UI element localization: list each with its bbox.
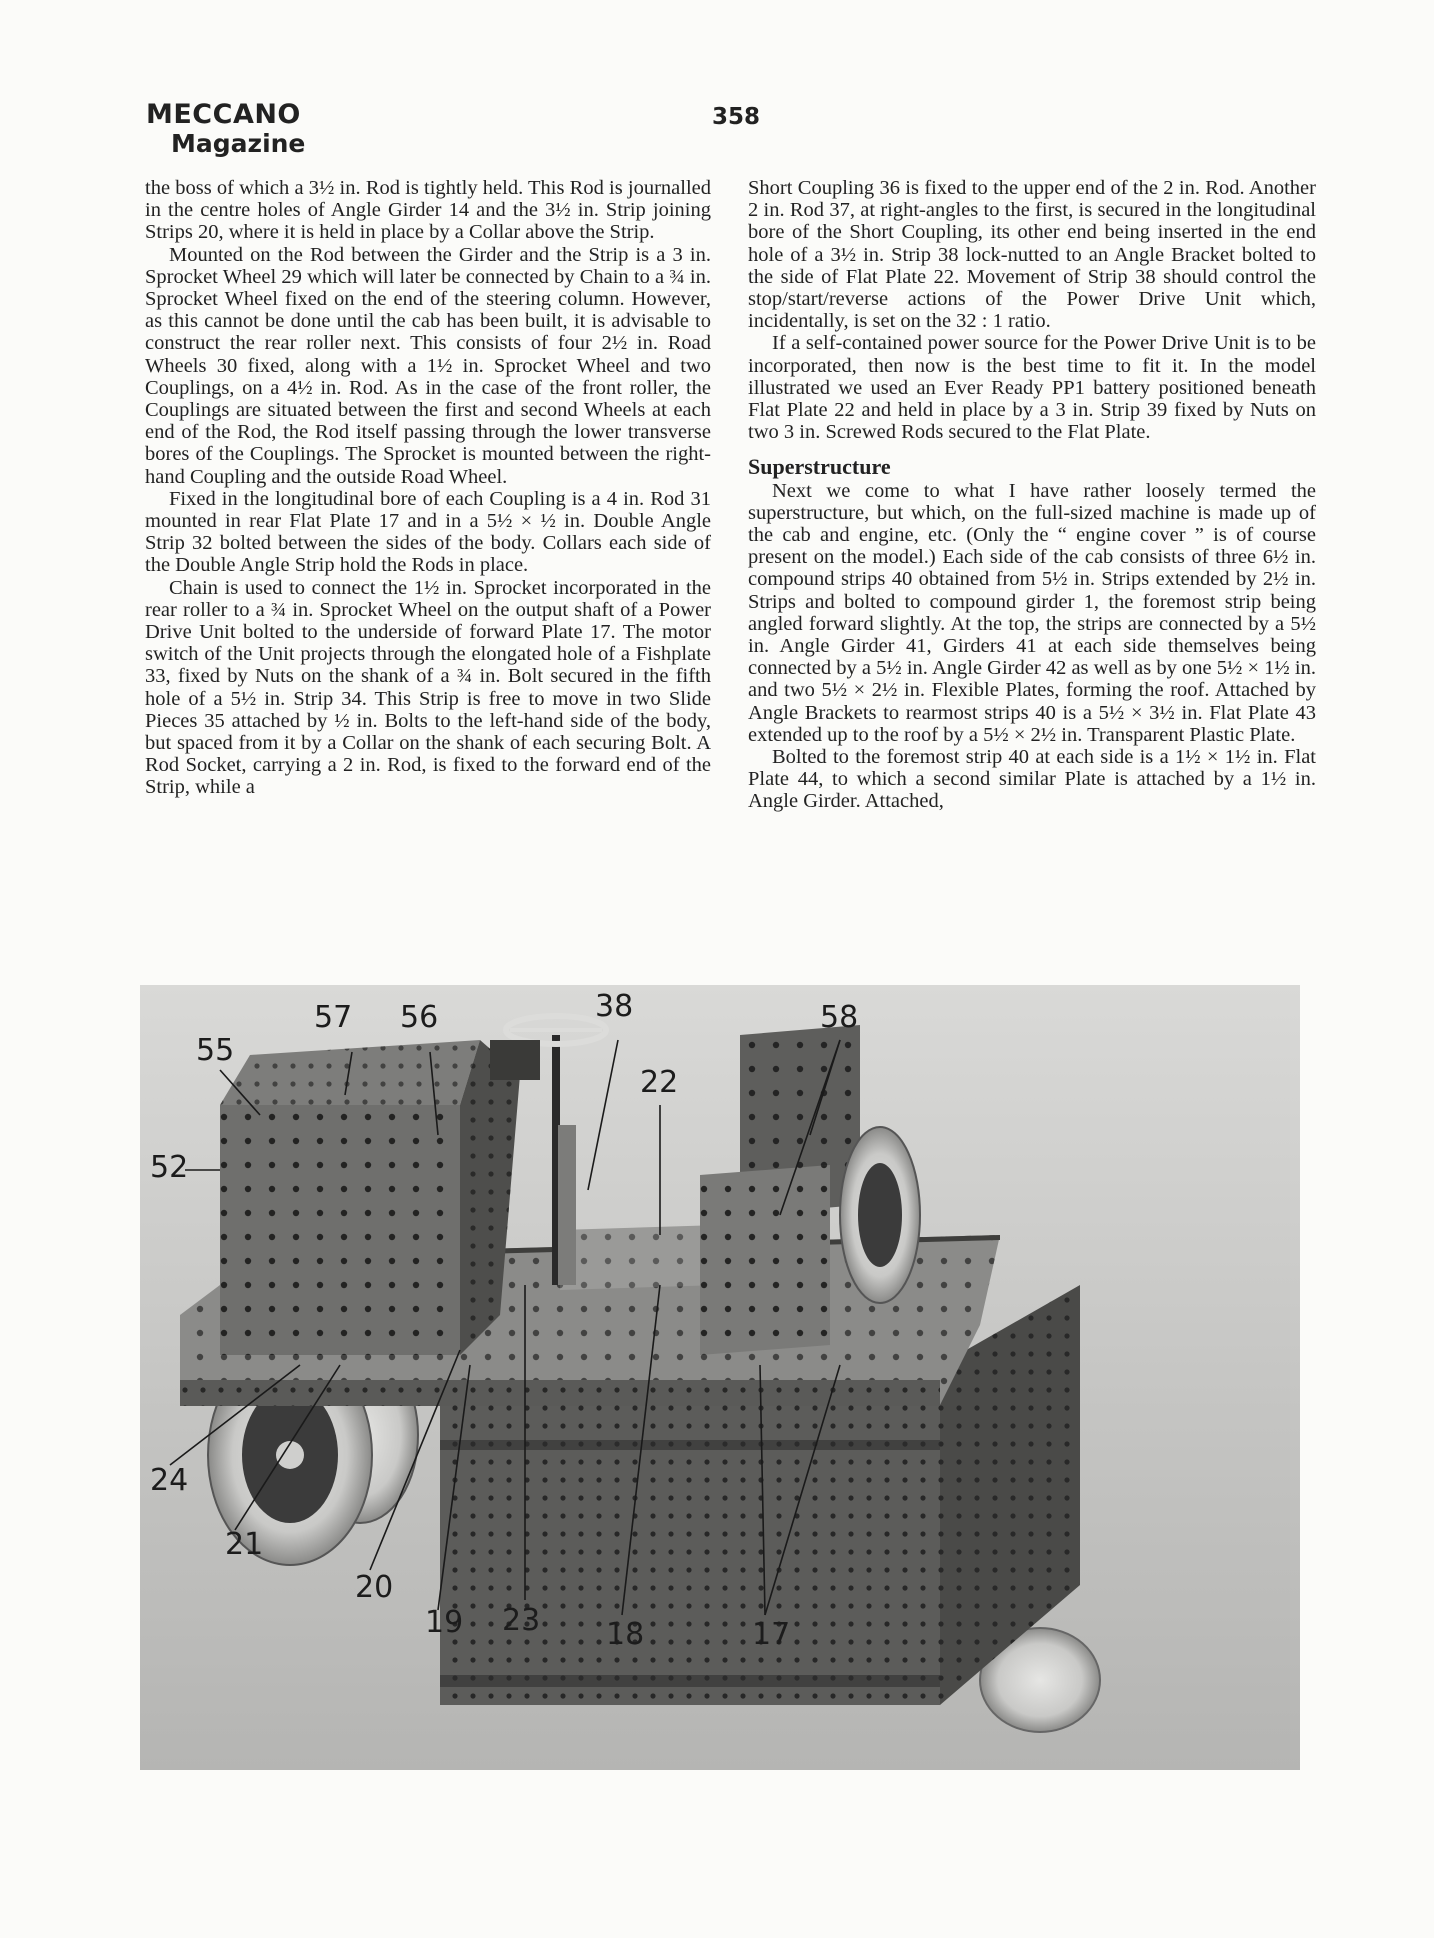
paragraph: the boss of which a 3½ in. Rod is tightly held. This Rod is journalled in the centre holes of Angle Girder 14 and the 3½ in. Strip joining Strips 20, where it is held in place by a Collar above the Strip. xyxy=(145,177,711,244)
callout-label: 57 xyxy=(314,1000,353,1035)
callout-label: 56 xyxy=(400,1000,439,1035)
paragraph: Short Coupling 36 is fixed to the upper end of the 2 in. Rod. Another 2 in. Rod 37, at right-angles to the first, is secured in the longitudinal bore of the Short Coupling, its other end being inserted in the end hole of a 3½ in. Strip 38 lock-nutted to an Angle Bracket bolted to the side of Flat Plate 22. Movement of Strip 38 should control the stop/start/reverse actions of the Power Drive Unit which, incidentally, is set on the 32 : 1 ratio. xyxy=(748,177,1316,333)
paragraph: Chain is used to connect the 1½ in. Sprocket incorporated in the rear roller to a ¾ in. Sprocket Wheel on the output shaft of a Power Drive Unit bolted to the underside of forward Plate 17. The motor switch of the Unit projects through the elongated hole of a Fishplate 33, fixed by Nuts on the shank of a ¾ in. Bolt secured in the fifth hole of a 5½ in. Strip 34. This Strip is free to move in two Slide Pieces 35 attached by ½ in. Bolts to the left-hand side of the body, but spaced from it by a Collar on the shank of each securing Bolt. A Rod Socket, carrying a 2 in. Rod, is fixed to the forward end of the Strip, while a xyxy=(145,576,711,799)
callout-label: 24 xyxy=(150,1463,189,1498)
paragraph: Next we come to what I have rather loosely termed the superstructure, but which, on the full-sized machine is made up of the cab and engine, etc. (Only the “ engine cover ” is of course present on the model.) Each side of the cab consists of three 6½ in. compound strips 40 obtained from 5½ in. Strips extended by 2½ in. Strips and bolted to compound girder 1, the foremost strip being angled forward slightly. At the top, the strips are connected by a 5½ in. Angle Girder 41, Girders 41 at each side themselves being connected by a 5½ in. Angle Girder 42 as well as by one 5½ × 1½ in. and two 5½ × 2½ in. Flexible Plates, forming the roof. Attached by Angle Brackets to rearmost strips 40 is a 5½ × 3½ in. Flat Plate 43 extended up to the roof by a 5½ × 2½ in. Transparent Plastic Plate. xyxy=(748,479,1316,746)
callout-label: 22 xyxy=(640,1065,679,1100)
left-text-column xyxy=(145,177,711,799)
callout-label: 58 xyxy=(820,1000,859,1035)
cab-structure xyxy=(220,1040,520,1355)
masthead-title: MECCANO xyxy=(146,99,301,130)
paragraph: Mounted on the Rod between the Girder and the Strip is a 3 in. Sprocket Wheel 29 which will later be connected by Chain to a ¾ in. Sprocket Wheel fixed on the end of the steering column. However, as this cannot be done until the cab has been built, it is advisable to construct the rear roller next. This consists of four 2½ in. Road Wheels 30 fixed, along with a 1½ in. Sprocket Wheel and two Couplings, on a 4½ in. Rod. As in the case of the front roller, the Couplings are situated between the first and second Wheels at each end of the Rod, the Rod itself passing through the lower transverse bores of the Couplings. The Sprocket is mounted between the right-hand Coupling and the outside Road Wheel. xyxy=(145,243,711,488)
paragraph: Fixed in the longitudinal bore of each Coupling is a 4 in. Rod 31 mounted in rear Flat Plate 17 and in a 5½ × ½ in. Double Angle Strip 32 bolted between the sides of the body. Collars each side of the Double Angle Strip hold the Rods in place. xyxy=(145,487,711,577)
callout-label: 55 xyxy=(196,1033,235,1068)
callout-label: 17 xyxy=(752,1617,791,1652)
strip-38 xyxy=(558,1125,576,1285)
model-photograph xyxy=(140,985,1300,1770)
paragraph: Bolted to the foremost strip 40 at each side is a 1½ × 1½ in. Flat Plate 44, to which a second similar Plate is attached by a 1½ in. Angle Girder. Attached, xyxy=(748,746,1316,813)
callout-label: 23 xyxy=(502,1603,541,1638)
callout-label: 52 xyxy=(150,1150,189,1185)
page-number: 358 xyxy=(712,104,761,130)
masthead-subtitle: Magazine xyxy=(171,128,306,158)
callout-label: 38 xyxy=(595,989,634,1024)
magazine-masthead xyxy=(146,100,305,157)
callout-label: 18 xyxy=(606,1617,645,1652)
callout-label: 20 xyxy=(355,1570,394,1605)
right-text-column xyxy=(748,177,1316,813)
callout-label: 19 xyxy=(425,1605,464,1640)
callout-label: 21 xyxy=(225,1527,264,1562)
paragraph: If a self-contained power source for the Power Drive Unit is to be incorporated, then now is the best time to fit it. In the model illustrated we used an Ever Ready PP1 battery positioned beneath Flat Plate 22 and held in place by a 3 in. Strip 39 fixed by Nuts on two 3 in. Screwed Rods secured to the Flat Plate. xyxy=(748,332,1316,444)
meccano-model-illustration xyxy=(140,985,1300,1770)
section-heading: Superstructure xyxy=(748,454,891,480)
